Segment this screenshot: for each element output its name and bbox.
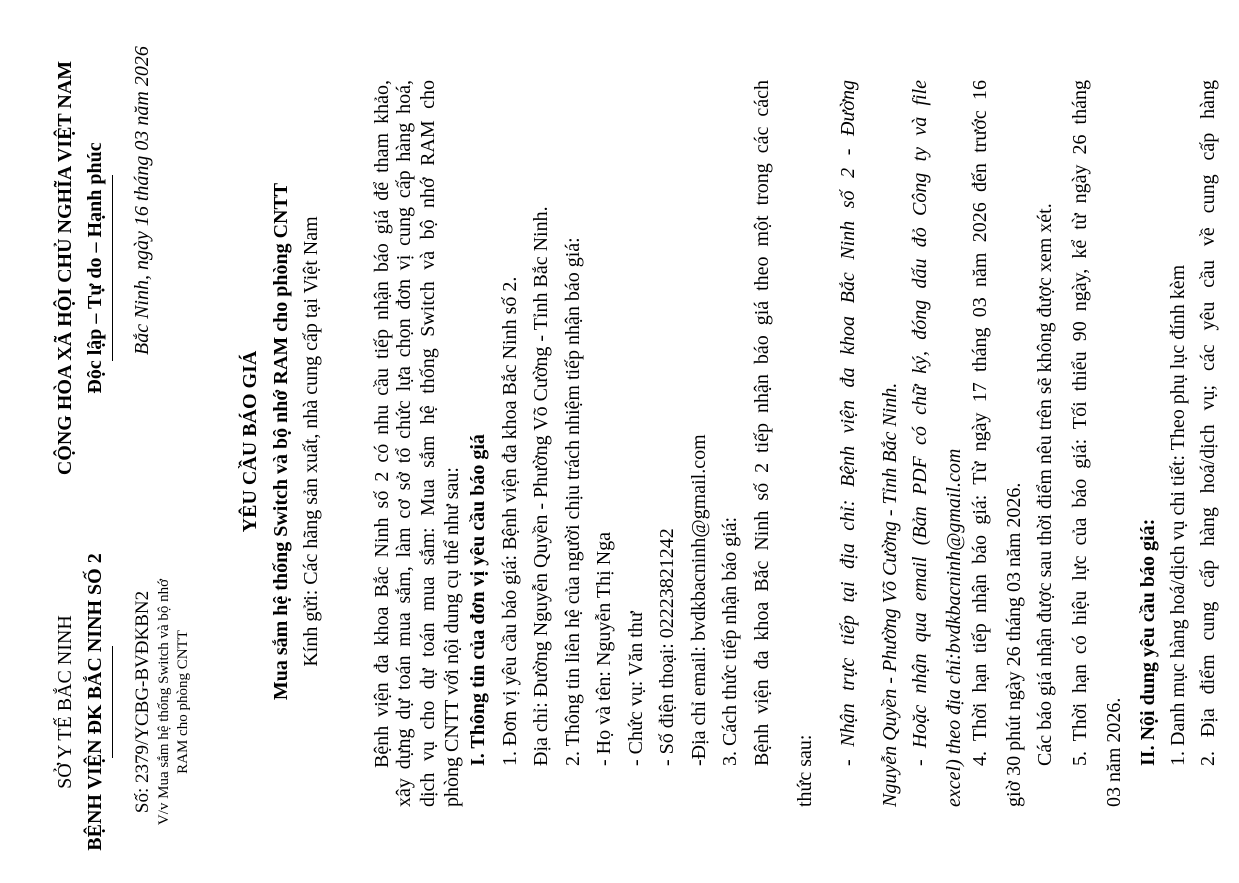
hospital-name: BỆNH VIỆN ĐK BẮC NINH SỐ 2 bbox=[84, 553, 106, 851]
list-item: - Hoặc nhận qua email (Bản PDF có chữ ký, đóng dấu đỏ Công ty và file bbox=[909, 80, 931, 766]
list-item: - Chức vụ: Văn thư bbox=[625, 611, 647, 766]
list-item: -Địa chỉ email: bvdkbacninh@gmail.com bbox=[688, 434, 710, 766]
list-item: excel) theo địa chỉ:bvdkbacninh@gmail.com bbox=[943, 448, 965, 807]
list-item: Nguyễn Quyền - Phường Võ Cường - Tỉnh Bắc Ninh. bbox=[879, 382, 901, 807]
header-right-underline bbox=[112, 175, 113, 361]
intro-line: dịch vụ cho dự toán mua sắm: Mua sắm hệ thống Switch và bộ nhớ RAM cho bbox=[417, 80, 439, 807]
issue-date: Bắc Ninh, ngày 16 tháng 03 năm 2026 bbox=[131, 46, 153, 355]
list-item: 03 năm 2026. bbox=[1103, 697, 1125, 807]
list-item: 5. Thời hạn có hiệu lực của báo giá: Tối thiểu 90 ngày, kể từ ngày 26 tháng bbox=[1069, 80, 1091, 766]
section-heading: I. Thông tin của đơn vị yêu cầu báo giá bbox=[467, 434, 489, 766]
list-item: 1. Danh mục hàng hoá/dịch vụ chi tiết: Theo phụ lục đính kèm bbox=[1167, 264, 1189, 766]
list-item: 3. Cách thức tiếp nhận báo giá: bbox=[719, 516, 741, 766]
subject-line-2: RAM cho phòng CNTT bbox=[175, 630, 191, 774]
list-item: - Nhận trực tiếp tại địa chỉ: Bệnh viện đa khoa Bắc Ninh số 2 - Đường bbox=[837, 80, 859, 766]
recipient-line: Kính gửi: Các hãng sản xuất, nhà cung cấp tại Việt Nam bbox=[300, 216, 322, 667]
list-item: 1. Đơn vị yêu cầu báo giá: Bệnh viện đa khoa Bắc Ninh số 2. bbox=[499, 276, 521, 766]
motto: Độc lập – Tự do – Hạnh phúc bbox=[84, 142, 106, 394]
list-item: thức sau: bbox=[794, 734, 816, 807]
list-item: giờ 30 phút ngày 26 tháng 03 năm 2026. bbox=[1003, 482, 1025, 807]
section-heading: II. Nội dung yêu cầu báo giá: bbox=[1137, 518, 1159, 766]
intro-line: xây dựng dự toán mua sắm, làm cơ sở tổ chức lựa chọn đơn vị cung cấp hàng hoá, bbox=[393, 80, 415, 807]
nation-title: CỘNG HÒA XÃ HỘI CHỦ NGHĨA VIỆT NAM bbox=[54, 60, 76, 476]
list-item: Địa chỉ: Đường Nguyễn Quyền - Phường Võ Cường - Tỉnh Bắc Ninh. bbox=[530, 206, 552, 766]
list-item: Bệnh viện đa khoa Bắc Ninh số 2 tiếp nhận báo giá theo một trong các cách bbox=[751, 80, 773, 766]
header-left-underline bbox=[112, 646, 113, 758]
document-title: YÊU CẦU BÁO GIÁ bbox=[239, 350, 261, 533]
intro-line: Bệnh viện đa khoa Bắc Ninh số 2 có nhu cầu tiếp nhận báo giá để tham khảo, bbox=[371, 80, 393, 768]
intro-line: phòng CNTT với nội dung cụ thể như sau: bbox=[441, 467, 463, 807]
document-subtitle: Mua sắm hệ thống Switch và bộ nhớ RAM cho phòng CNTT bbox=[270, 182, 292, 701]
list-item: 2. Thông tin liên hệ của người chịu trách nhiệm tiếp nhận báo giá: bbox=[562, 237, 584, 766]
agency-name: SỞ Y TẾ BẮC NINH bbox=[54, 615, 76, 789]
subject-line-1: V/v Mua sắm hệ thống Switch và bộ nhớ bbox=[156, 578, 172, 826]
list-item: Các báo giá nhận được sau thời điểm nêu trên sẽ không được xem xét. bbox=[1034, 203, 1056, 766]
list-item: 2. Địa điểm cung cấp hàng hoá/dịch vụ; các yêu cầu về cung cấp hàng bbox=[1197, 80, 1219, 766]
list-item: 4. Thời hạn tiếp nhận báo giá: Từ ngày 17 tháng 03 năm 2026 đến trước 16 bbox=[969, 80, 991, 766]
list-item: - Số điện thoại: 02223821242 bbox=[656, 528, 678, 766]
document-number: Số: 2379/YCBG-BVĐKBN2 bbox=[132, 590, 153, 814]
list-item: - Họ và tên: Nguyễn Thị Nga bbox=[593, 531, 615, 766]
